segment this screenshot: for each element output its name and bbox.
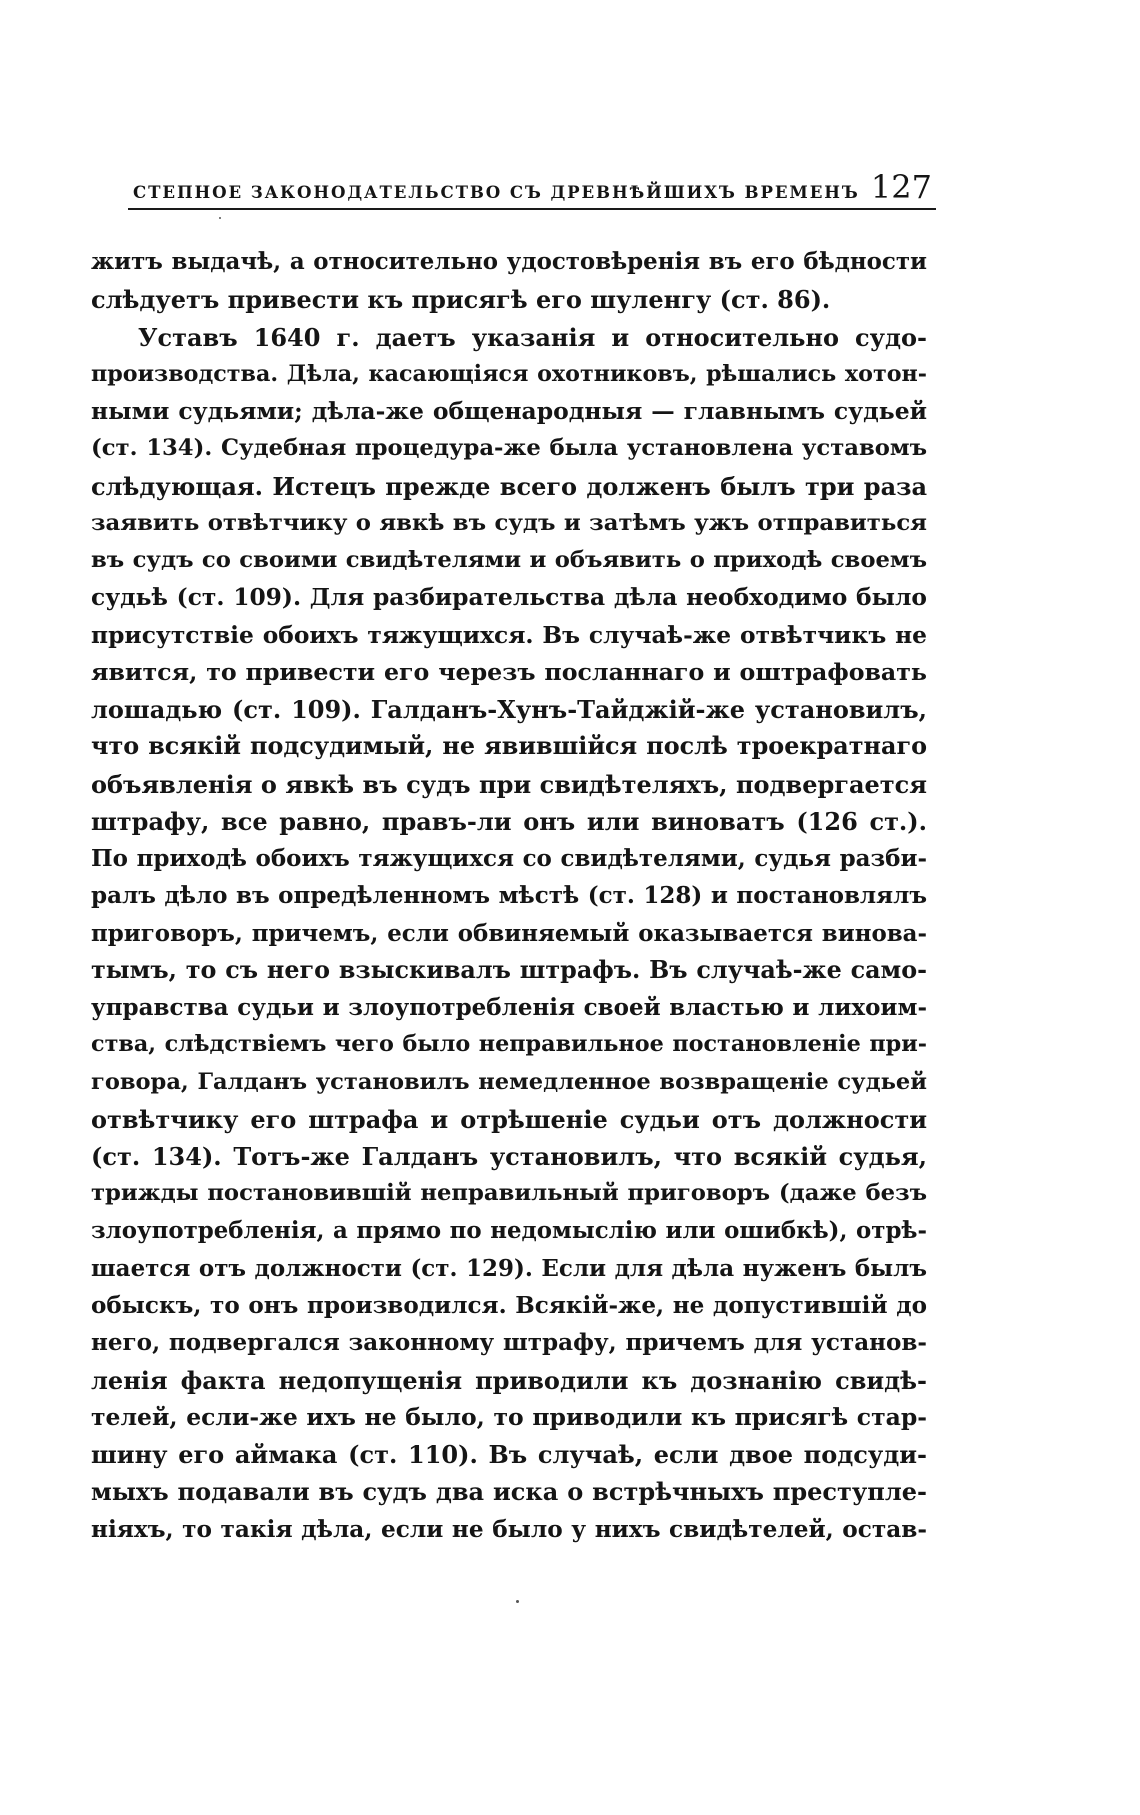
text-line: мыхъ подавали въ судъ два иска о встрѣчныхъ преступле-: [91, 1477, 927, 1507]
text-line: что всякій подсудимый, не явившійся послѣ троекратнаго: [91, 732, 927, 761]
text-line: (ст. 134). Тотъ-же Галданъ установилъ, что всякій судья,: [91, 1142, 927, 1171]
header-rule: [128, 208, 936, 210]
text-line: шается отъ должности (ст. 129). Если для дѣла нуженъ былъ: [91, 1254, 927, 1282]
print-speck: [219, 217, 221, 219]
text-line: телей, если-же ихъ не было, то приводили къ присягѣ стар-: [91, 1402, 927, 1431]
text-line: шину его аймака (ст. 110). Въ случаѣ, если двое подсуди-: [91, 1440, 927, 1469]
text-line: Уставъ 1640 г. даетъ указанія и относительно судо-: [138, 322, 927, 352]
text-line: житъ выдачѣ, а относительно удостовѣренія въ его бѣдности: [91, 249, 927, 275]
text-line: тымъ, то съ него взыскивалъ штрафъ. Въ случаѣ-же само-: [91, 955, 927, 984]
text-line: ными судьями; дѣла-же общенародныя — главнымъ судьей: [91, 397, 927, 425]
text-line: лошадью (ст. 109). Галданъ-Хунъ-Тайджій-же установилъ,: [91, 695, 927, 724]
text-line: отвѣтчику его штрафа и отрѣшеніе судьи отъ должности: [91, 1104, 927, 1134]
text-line: ралъ дѣло въ опредѣленномъ мѣстѣ (ст. 128) и постановлялъ: [91, 882, 927, 910]
text-line: злоупотребленія, а прямо по недомыслію или ошибкѣ), отрѣ-: [91, 1217, 927, 1244]
text-line: объявленія о явкѣ въ судъ при свидѣтеляхъ, подвергается: [91, 769, 927, 799]
text-line: судьѣ (ст. 109). Для разбирательства дѣла необходимо было: [91, 583, 927, 612]
text-line: слѣдующая. Истецъ прежде всего долженъ былъ три раза: [91, 471, 927, 501]
text-line: (ст. 134). Судебная процедура-же была установлена уставомъ: [91, 435, 927, 462]
running-head: [133, 160, 932, 208]
body-text: [91, 244, 927, 1548]
text-line: говора, Галданъ установилъ немедленное возвращеніе судьей: [91, 1068, 927, 1095]
text-line: производства. Дѣла, касающіяся охотниковъ, рѣшались хотон-: [91, 360, 927, 387]
print-speck: [516, 1600, 519, 1603]
text-line: заявить отвѣтчику о явкѣ въ судъ и затѣмъ ужъ отправиться: [91, 509, 927, 536]
text-line: ства, слѣдствіемъ чего было неправильное постановленіе при-: [91, 1031, 927, 1058]
text-line: штрафу, все равно, правъ-ли онъ или виноватъ (126 ст.).: [91, 806, 927, 836]
text-line: ніяхъ, то такія дѣла, если не было у нихъ свидѣтелей, остав-: [91, 1515, 927, 1543]
text-line: ленія факта недопущенія приводили къ дознанію свидѣ-: [91, 1365, 927, 1395]
text-line: него, подвергался законному штрафу, причемъ для установ-: [91, 1329, 927, 1357]
text-line: явится, то привести его черезъ посланнаго и оштрафовать: [91, 657, 927, 686]
text-line: въ судъ со своими свидѣтелями и объявить о приходѣ своемъ: [91, 547, 927, 573]
text-line: обыскъ, то онъ производился. Всякій-же, не допустившій до: [91, 1292, 927, 1319]
text-line: По приходѣ обоихъ тяжущихся со свидѣтелями, судья разби-: [91, 845, 927, 872]
text-line: присутствіе обоихъ тяжущихся. Въ случаѣ-же отвѣтчикъ не: [91, 620, 927, 649]
text-line: слѣдуетъ привести къ присягѣ его шуленгу (ст. 86).: [91, 285, 831, 315]
text-line: трижды постановившій неправильный приговоръ (даже безъ: [91, 1180, 927, 1207]
text-line: управства судьи и злоупотребленія своей властью и лихоим-: [91, 994, 927, 1021]
text-line: приговоръ, причемъ, если обвиняемый оказывается винова-: [91, 919, 927, 947]
page-number: 127: [870, 168, 932, 206]
running-title: СТЕПНОЕ ЗАКОНОДАТЕЛЬСТВО СЪ ДРЕВНѢЙШИХЪ ВРЕМЕНЪ: [133, 182, 860, 202]
